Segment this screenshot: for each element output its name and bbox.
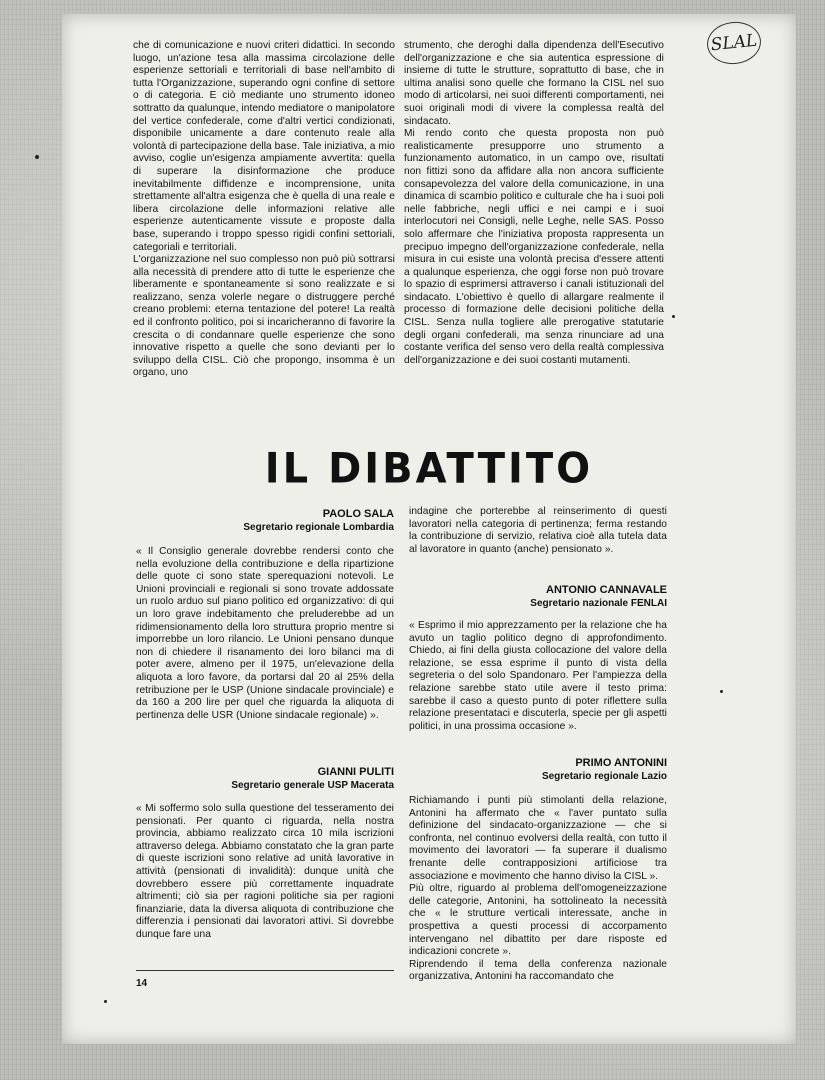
- scan-speck: [35, 155, 39, 159]
- speaker-name: ANTONIO CANNAVALE: [546, 584, 667, 596]
- top-right-text: strumento, che deroghi dalla dipendenza dell'Esecutivo dell'organizzazione e che sia autentica espressione di insieme di tutte le strutture, soprattutto di base, che in ultima analisi sono quelle che formano la CISL nel suo modo di articolarsi, nei suoi differenti comportamenti, nei suoi originali modi di vivere la complessa realtà del sindacato. Mi rendo conto che questa proposta non può realisticamente presupporre uno strumento a funzionamento automatico, in un campo ove, risultati non fittizi sono da affidare alla non ancora sufficiente consapevolezza del valore della comunicazione, in una dinamica di scambio politico e culturale che ha i suoi poli nelle fabbriche, negli uffici e nei campi e i suoi interlocutori nei Consigli, nelle Leghe, nelle SAS. Posso solo affermare che l'iniziativa proposta rappresenta un precipuo impegno dell'organizzazione confederale, nella misura in cui esiste una volontà precisa d'essere attenti a qualunque esperienza, che oggi forse non può trovare lo spazio di esprimersi attraverso i canali istituzionali del sindacato. L'obiettivo è quello di allargare realmente il processo di formazione delle decisioni politiche della CISL. Senza nulla togliere alle prerogative statutarie degli organi confederali, ma senza rinunciare ad una costante verifica del senso vero della realtà complessiva dell'organizzazione e dei suoi costanti mutamenti.: [404, 40, 664, 366]
- speaker-role: Segretario nazionale FENLAI: [530, 598, 667, 609]
- speech-text: « Il Consiglio generale dovrebbe rendersi conto che nella evoluzione della contribuzione e della ripartizione delle quote ci sono state sperequazioni notevoli. Le Unioni provinciali e regionali si sono trovate addossate un ruolo arduo sul piano politico ed organizzativo: di qui un loro grave indebitamento che preluderebbe ad un ridimensionamento della loro struttura proprio mentre si imporrebbe un loro rilancio. Le Unioni pensano dunque non di chiedere il risanamento dei loro bilanci ma di poter avere, almeno per il 1975, un'elevazione della aliquota a loro favore, da portarsi dal 20 al 25% della retribuzione per le USP (Unione sindacale provinciale) e da 160 a 200 lire per quel che riguarda la aliquota di pertinenza delle USR (Unione sindacale regionale) ».: [136, 546, 394, 721]
- speaker-name: PRIMO ANTONINI: [575, 757, 667, 769]
- speaker-role: Segretario regionale Lazio: [541, 771, 667, 782]
- speech-text: « Mi soffermo solo sulla questione del tesseramento dei pensionati. Per quanto ci riguarda, nella nostra provincia, abbiamo realizzato circa 10 mila iscrizioni attraverso delega. Abbiamo constatato che la gran parte di queste iscrizioni sono relative ad unità lavorative in attività (pensionati di invalidità): dunque unità che dovrebbero essere più correttamente inquadrate altrimenti; ciò sia per ragioni politiche sia per ragioni finanziarie, data la diversa aliquota di contribuzione che differenzia i pensionati dai lavoratori attivi. Si dovrebbe dunque fare una: [136, 803, 394, 940]
- top-left-text: che di comunicazione e nuovi criteri didattici. In secondo luogo, un'azione tesa alla massima circolazione delle esperienze settoriali e territoriali di base nell'ambito di tutta l'Organizzazione, superando ogni confine di settore o di categoria. E ciò mediante uno strumento idoneo sottratto da qualunque, intendo mediatore o manipolatore del vertice confederale, come d'altri vertici condizionati, disponibile unicamente a dare contenuto reale alla volontà di partecipazione della base. Tale iniziativa, a mio avviso, coglie un'esigenza ampiamente avvertita: quella di superare la disinformazione che produce inevitabilmente diffidenze e incomprensione, unita strettamente all'altra esigenza che è quella di una reale e libera circolazione delle informazioni relative alle esperienze autenticamente vissute e proposte dalla base, superando i troppo spesso rigidi confini settoriali, categoriali e territoriali. L'organizzazione nel suo complesso non può più sottrarsi alla necessità di prendere atto di tutte le esperienze che liberamente e spontaneamente si sono realizzate e si realizzano, senza volerle negare o distruggere perché creano problemi: eterna tentazione del potere! La realtà ed il confronto politico, poi si incaricheranno di favorire la crescita o di condannare quelle esperienze che sono innovative rispetto a quelle che sono devianti per lo sviluppo della CISL. Ciò che propongo, insomma è un organo, uno: [133, 40, 395, 379]
- archive-stamp: SLAL: [705, 19, 763, 66]
- scan-speck: [720, 690, 723, 693]
- scan-speck: [104, 1000, 107, 1003]
- speech-text: indagine che porterebbe al reinserimento di questi lavoratori nella categoria di pertinenza; ferma restando la contribuzione di servizio, relativa cioè alla tutela data al lavoratore in quanto (anche) pensionato ».: [409, 506, 667, 555]
- speaker-cannavale-text: [409, 620, 667, 733]
- speaker-antonini-header: [409, 756, 667, 783]
- speaker-puliti-continuation: [409, 506, 667, 556]
- speaker-name: GIANNI PULITI: [317, 766, 394, 778]
- top-left-column: [133, 40, 395, 380]
- speaker-antonini-text: [409, 795, 667, 984]
- speech-text: « Esprimo il mio apprezzamento per la relazione che ha avuto un taglio politico degno di approfondimento. Chiedo, ai fini della giusta collocazione del valore della relazione, se essa esprime il punto di vista della segreteria o del solo Spandonaro. Per l'ampiezza della relazione sarebbe stato utile avere il testo prima: sarebbe il caso a questo punto di poter riflettere sulla relazione presentataci e discuterla, specie per gli aspetti politici, in una prossima occasione ».: [409, 620, 667, 732]
- speaker-puliti-text: [136, 803, 394, 942]
- speaker-cannavale-header: [409, 583, 667, 610]
- speaker-name: PAOLO SALA: [322, 508, 394, 520]
- speaker-sala-text: [136, 546, 394, 722]
- section-title: IL DIBATTITO: [264, 444, 594, 494]
- top-right-column: [404, 40, 664, 367]
- scan-speck: [672, 315, 675, 318]
- page-number: 14: [136, 978, 148, 989]
- speaker-sala-header: [136, 507, 394, 534]
- speaker-role: Segretario generale USP Macerata: [231, 780, 394, 791]
- speech-text: Richiamando i punti più stimolanti della relazione, Antonini ha affermato che « l'aver puntato sulla definizione del sindacato-organizzazione — che si confronta, nel continuo evolversi della realtà, con tutto il movimento dei lavoratori — fa superare il dualismo frenante delle contrapposizioni artificiose tra associazione e movimento che hanno diviso la CISL ». Più oltre, riguardo al problema dell'omogeneizzazione delle categorie, Antonini, ha sottolineato la necessità che « le strutture verticali interessate, anche in prospettiva a questi processi di accorpamento intervengano nel dibattito per dare risposte ed indicazioni concrete ». Riprendendo il tema della conferenza nazionale organizzativa, Antonini ha raccomandato che: [409, 795, 667, 983]
- speaker-puliti-header: [136, 765, 394, 792]
- footer-rule: [136, 970, 394, 971]
- speaker-role: Segretario regionale Lombardia: [243, 522, 394, 533]
